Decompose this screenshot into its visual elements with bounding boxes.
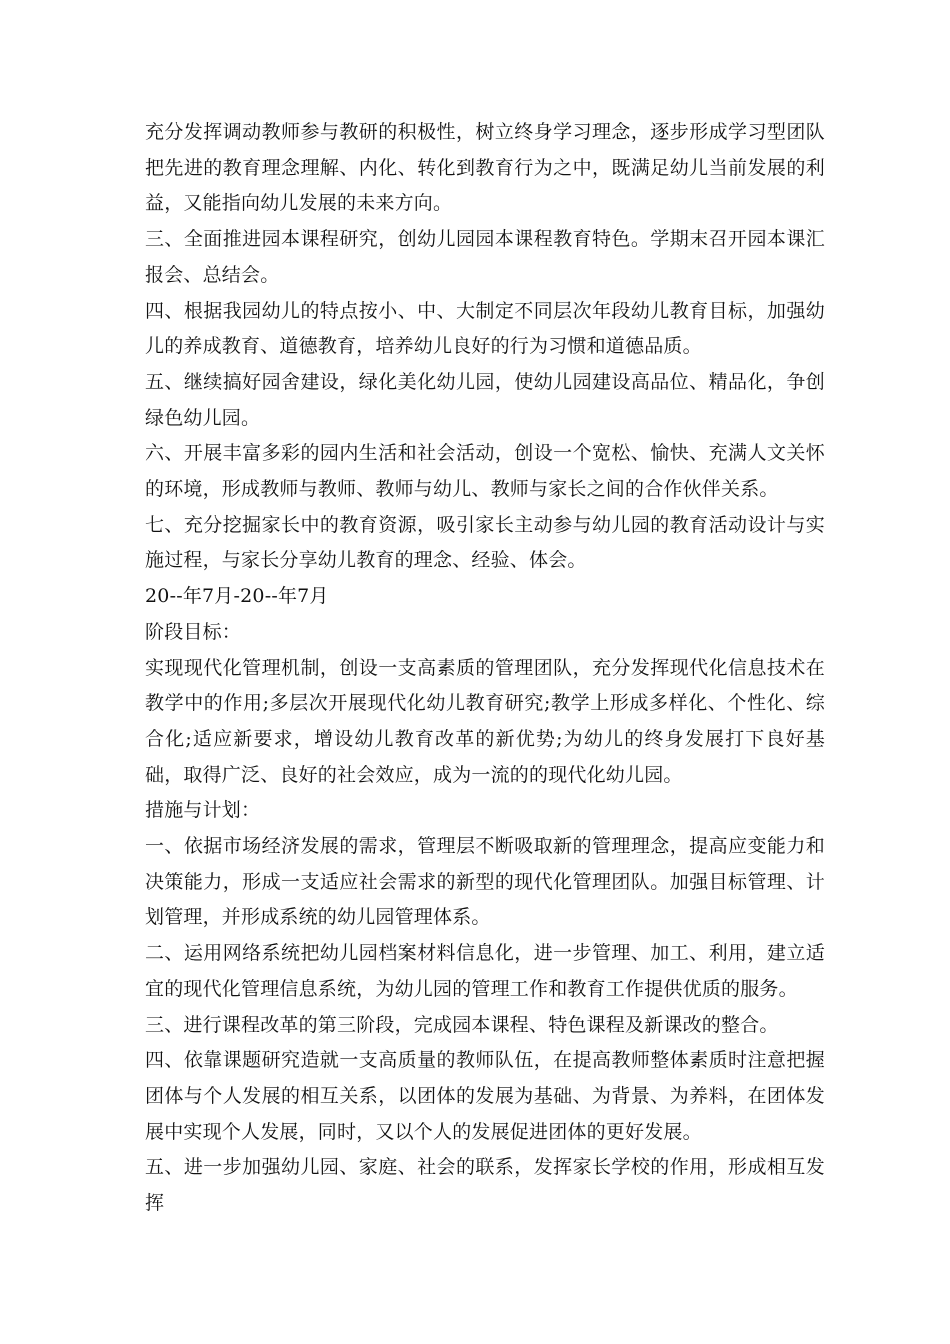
paragraph: 四、根据我园幼儿的特点按小、中、大制定不同层次年段幼儿教育目标，加强幼儿的养成教育、道德教育，培养幼儿良好的行为习惯和道德品质。 (145, 299, 825, 358)
paragraph: 七、充分挖掘家长中的教育资源，吸引家长主动参与幼儿园的教育活动设计与实施过程，与家长分享幼儿教育的理念、经验、体会。 (145, 513, 825, 572)
paragraph: 三、全面推进园本课程研究，创幼儿园园本课程教育特色。学期末召开园本课汇报会、总结会。 (145, 228, 825, 286)
section-heading-stage-goals: 阶段目标： (145, 620, 242, 643)
date-range: 20--年7月-20--年7月 (145, 585, 329, 608)
paragraph: 五、进一步加强幼儿园、家庭、社会的联系，发挥家长学校的作用，形成相互发挥 (145, 1156, 825, 1215)
paragraph: 二、运用网络系统把幼儿园档案材料信息化，进一步管理、加工、利用，建立适宜的现代化管理信息系统，为幼儿园的管理工作和教育工作提供优质的服务。 (145, 942, 825, 1000)
paragraph: 四、依靠课题研究造就一支高质量的教师队伍，在提高教师整体素质时注意把握团体与个人发展的相互关系，以团体的发展为基础、为背景、为养料，在团体发展中实现个人发展，同时，又以个人的发展促进团体的更好发展。 (145, 1049, 825, 1143)
paragraph: 五、继续搞好园舍建设，绿化美化幼儿园，使幼儿园建设高品位、精品化，争创绿色幼儿园。 (145, 370, 825, 429)
paragraph: 实现现代化管理机制，创设一支高素质的管理团队，充分发挥现代化信息技术在教学中的作用;多层次开展现代化幼儿教育研究;教学上形成多样化、个性化、综合化;适应新要求，增设幼儿教育改革的新优势;为幼儿的终身发展打下良好基础，取得广泛、良好的社会效应，成为一流的的现代化幼儿园。 (145, 656, 825, 786)
paragraph: 一、依据市场经济发展的需求，管理层不断吸取新的管理理念，提高应变能力和决策能力，形成一支适应社会需求的新型的现代化管理团队。加强目标管理、计划管理，并形成系统的幼儿园管理体系。 (145, 835, 825, 929)
document-body (145, 115, 825, 1222)
section-heading-measures: 措施与计划： (145, 799, 261, 822)
paragraph: 充分发挥调动教师参与教研的积极性，树立终身学习理念，逐步形成学习型团队把先进的教育理念理解、内化、转化到教育行为之中，既满足幼儿当前发展的利益，又能指向幼儿发展的未来方向。 (145, 121, 825, 215)
paragraph: 三、进行课程改革的第三阶段，完成园本课程、特色课程及新课改的整合。 (145, 1013, 779, 1036)
paragraph: 六、开展丰富多彩的园内生活和社会活动，创设一个宽松、愉快、充满人文关怀的环境，形成教师与教师、教师与幼儿、教师与家长之间的合作伙伴关系。 (145, 442, 825, 501)
